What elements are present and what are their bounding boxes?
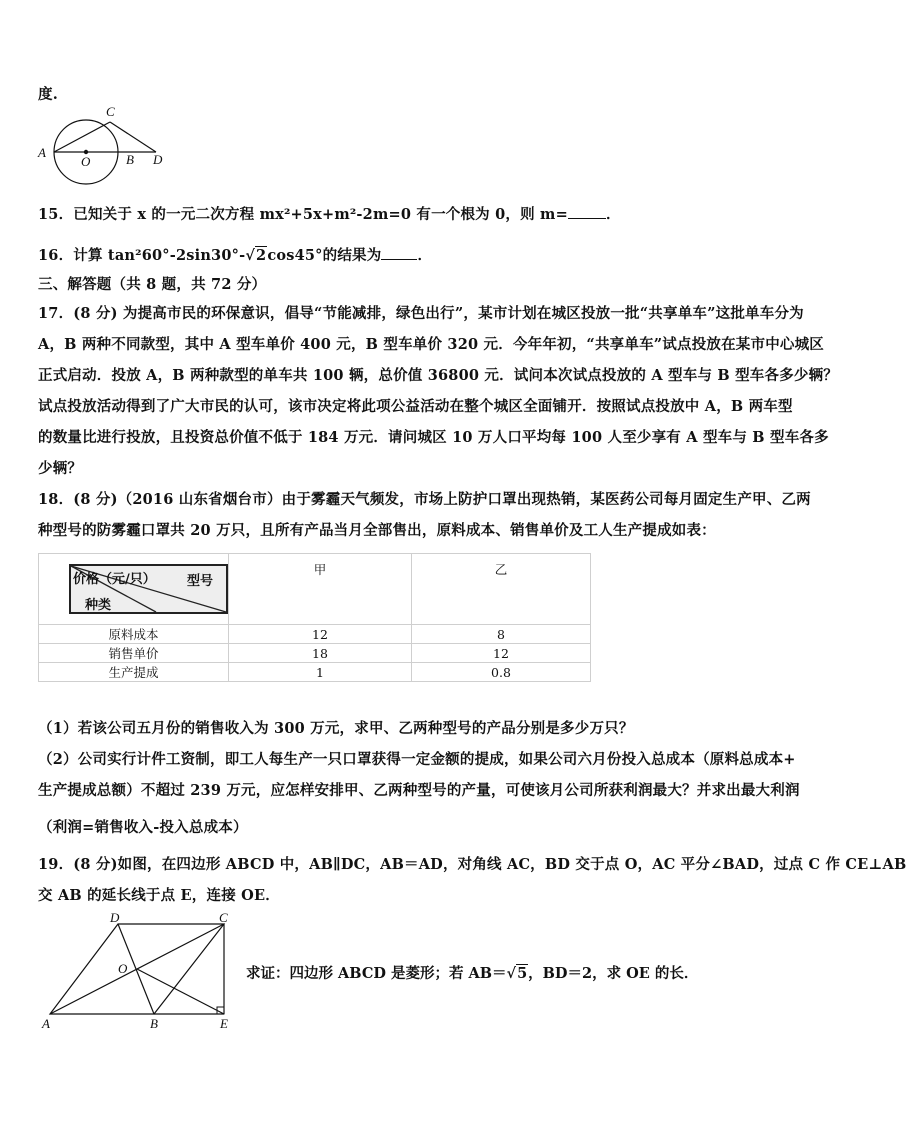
question-16 (38, 244, 432, 265)
corner-kind: 种类 (85, 598, 112, 613)
answer-blank (381, 247, 417, 260)
sqrt-sign: √ (506, 965, 517, 982)
q18-part: 生产提成总额）不超过 239 万元，应怎样安排甲、乙两种型号的产量，可使该月公司所获利润最大？并求出最大利润 (38, 782, 800, 799)
label-a: A (38, 145, 46, 160)
q18-part: （利润=销售收入-投入总成本） (38, 819, 248, 836)
circle-figure (30, 104, 170, 190)
label-b: B (126, 152, 134, 167)
q17-line: 试点投放活动得到了广大市民的认可，该市决定将此项公益活动在整个城区全面铺开．按照试点投放中 A，B 两车型 (38, 398, 793, 415)
q19-line: 交 AB 的延长线于点 E，连接 OE． (38, 887, 280, 904)
q15-end: ． (605, 206, 621, 223)
q16-mid: cos45°的结果为 (267, 247, 382, 264)
cell-a: 12 (229, 625, 412, 644)
cell-b: 12 (412, 644, 591, 663)
q17-line: 的数量比进行投放，且投资总价值不低于 184 万元．请问城区 10 万人口平均每 100 人至少享有 A 型车与 B 型车各多 (38, 429, 829, 446)
cell-b: 0.8 (412, 663, 591, 682)
q16-text: 16．计算 tan²60°-2sin30°- (38, 247, 246, 264)
diagonal-header (69, 564, 228, 614)
label-c: C (219, 910, 228, 925)
table-row (39, 644, 591, 663)
column-header: 乙 (412, 554, 591, 625)
sqrt-radicand: 5 (517, 965, 528, 982)
sqrt-sign: √ (245, 247, 256, 264)
table-header-row (39, 554, 591, 625)
row-label: 生产提成 (39, 663, 229, 682)
q18-part: （2）公司实行计件工资制，即工人每生产一只口罩获得一定金额的提成，如果公司六月份投入总成本（原料总成本+ (38, 751, 796, 768)
rhombus-figure (38, 910, 238, 1034)
cell-a: 18 (229, 644, 412, 663)
q17-line: 正式启动．投放 A，B 两种款型的单车共 100 辆，总价值 36800 元．试问本次试点投放的 A 型车与 B 型车各多少辆？ (38, 367, 839, 384)
q18-line: 18．(8 分)（2016 山东省烟台市）由于雾霾天气频发，市场上防护口罩出现热销，某医药公司每月固定生产甲、乙两 (38, 491, 811, 508)
label-e: E (220, 1016, 228, 1031)
q18-line: 种型号的防雾霾口罩共 20 万只，且所有产品当月全部售出，原料成本、销售单价及工人生产提成如表： (38, 522, 716, 539)
label-c: C (106, 104, 115, 119)
label-a: A (42, 1016, 50, 1031)
corner-price: 价格（元/只） (73, 572, 156, 587)
corner-cell (39, 554, 229, 625)
cell-a: 1 (229, 663, 412, 682)
q17-line: 17．(8 分) 为提高市民的环保意识，倡导“节能减排，绿色出行”，某市计划在城区投放一批“共享单车”这批单车分为 (38, 305, 804, 322)
q18-part: （1）若该公司五月份的销售收入为 300 万元，求甲、乙两种型号的产品分别是多少万只？ (38, 720, 634, 737)
q17-line: 少辆？ (38, 460, 83, 477)
q19-line: 19．(8 分)如图，在四边形 ABCD 中，AB∥DC，AB＝AD，对角线 AC，BD 交于点 O，AC 平分∠BAD，过点 C 作 CE⊥AB (38, 856, 906, 873)
price-table (38, 553, 591, 682)
answer-blank (568, 206, 606, 219)
row-label: 原料成本 (39, 625, 229, 644)
q17-line: A，B 两种不同款型，其中 A 型车单价 400 元，B 型车单价 320 元．今年年初，“共享单车”试点投放在某市中心城区 (38, 336, 825, 353)
cell-b: 8 (412, 625, 591, 644)
row-label: 销售单价 (39, 644, 229, 663)
question-15 (38, 203, 621, 224)
label-o: O (118, 961, 128, 976)
label-d: D (153, 152, 163, 167)
q19-task-text: 求证：四边形 ABCD 是菱形；若 AB＝ (246, 965, 507, 982)
table-row (39, 663, 591, 682)
line-cd (110, 122, 156, 152)
table-row (39, 625, 591, 644)
label-d: D (110, 910, 120, 925)
corner-model: 型号 (187, 574, 214, 589)
line-ac (54, 122, 110, 152)
sqrt-radicand: 2 (256, 247, 267, 264)
q19-task (246, 962, 698, 983)
column-header: 甲 (229, 554, 412, 625)
q19-task-end: ，BD＝2，求 OE 的长． (528, 965, 699, 982)
q15-text: 15．已知关于 x 的一元二次方程 mx²+5x+m²-2m=0 有一个根为 0，则 m= (38, 206, 568, 223)
continued-text: 度. (38, 86, 58, 103)
label-b: B (150, 1016, 158, 1031)
q16-end: ． (417, 247, 433, 264)
label-o: O (81, 154, 91, 169)
line-oe (137, 969, 224, 1014)
section-heading: 三、解答题（共 8 题，共 72 分） (38, 276, 267, 293)
